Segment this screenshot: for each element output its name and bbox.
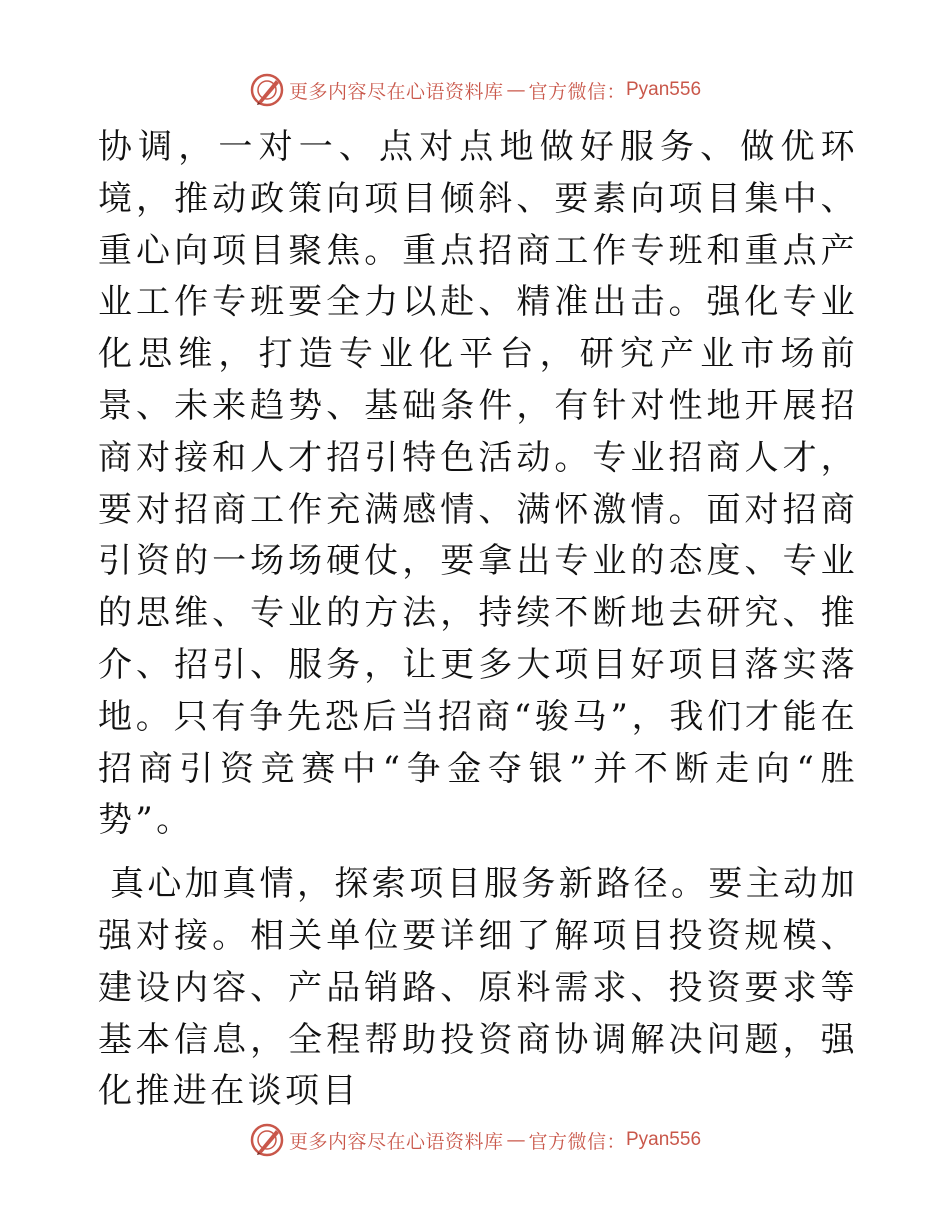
- paragraph-1: 协调，一对一、点对点地做好服务、做优环境，推动政策向项目倾斜、要素向项目集中、重心向项目聚焦。重点招商工作专班和重点产业工作专班要全力以赴、精准出击。强化专业化思维，打造专业化平台，研究产业市场前景、未来趋势、基础条件，有针对性地开展招商对接和人才招引特色活动。专业招商人才，要对招商工作充满感情、满怀激情。面对招商引资的一场场硬仗，要拿出专业的态度、专业的思维、专业的方法，持续不断地去研究、推介、招引、服务，让更多大项目好项目落实落地。只有争先恐后当招商“骏马”，我们才能在招商引资竞赛中“争金夺银”并不断走向“胜势”。: [98, 127, 858, 841]
- footer-watermark: [0, 1120, 950, 1160]
- paragraph-2: 真心加真情，探索项目服务新路径。要主动加强对接。相关单位要详细了解项目投资规模、建设内容、产品销路、原料需求、投资要求等基本信息，全程帮助投资商协调解决问题，强化推进在谈项目: [98, 864, 858, 1112]
- watermark-text: 更多内容尽在心语资料库: [288, 1130, 504, 1153]
- watermark-separator: —: [506, 79, 526, 101]
- header-watermark: [0, 70, 950, 110]
- watermark-contact-id: Pyan556: [626, 79, 702, 100]
- pen-logo-icon: [249, 72, 285, 108]
- document-body: [98, 122, 858, 1118]
- pen-logo-icon: [249, 1122, 285, 1158]
- watermark-separator: —: [506, 1129, 526, 1151]
- watermark-contact-label: 官方微信：: [528, 80, 626, 103]
- watermark-contact-id: Pyan556: [626, 1129, 702, 1150]
- watermark-contact-label: 官方微信：: [528, 1130, 626, 1153]
- watermark-text: 更多内容尽在心语资料库: [288, 80, 504, 103]
